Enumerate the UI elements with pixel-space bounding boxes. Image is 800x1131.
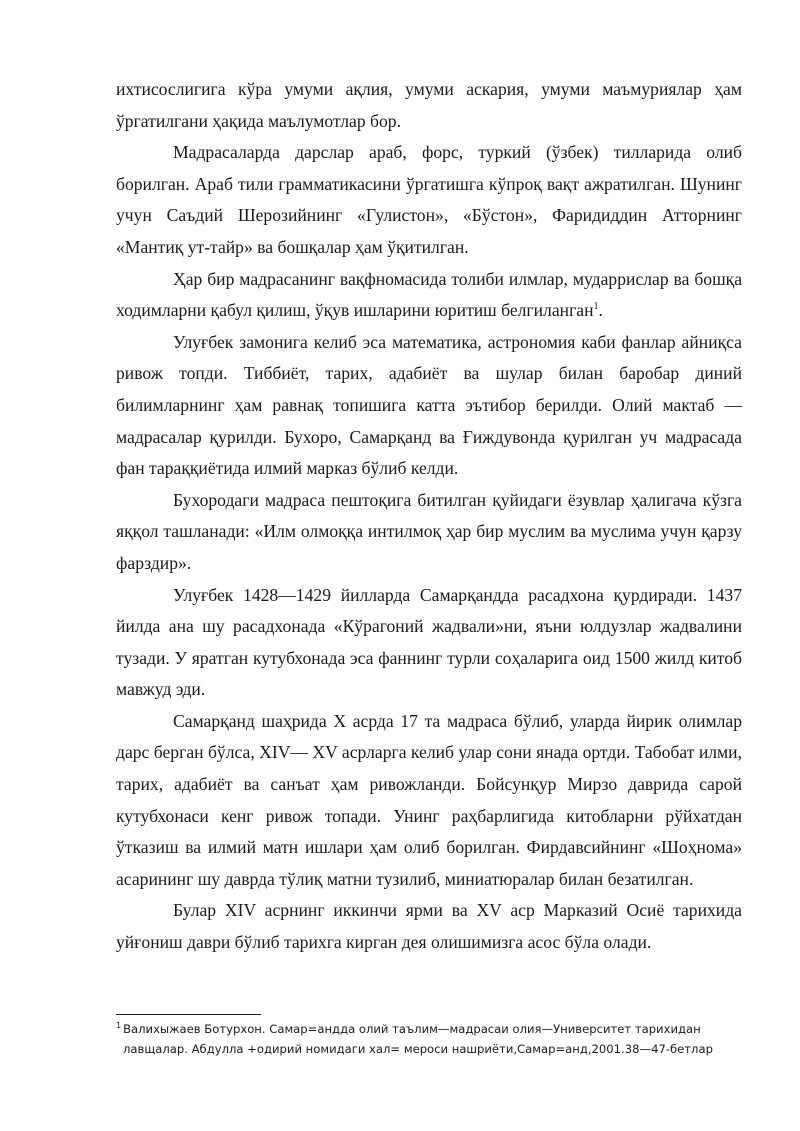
footnote-marker: 1 (116, 1021, 122, 1031)
paragraph-8: Булар XIV асрнинг иккинчи ярми ва XV аср Марказий Осиё тарихида уйғониш даври бўлиб тарихга кирган дея олишимизга асос бўла олади. (116, 900, 742, 953)
paragraph-1: ихтисослигига кўра умуми ақлия, умуми аскария, умуми маъмуриялар ҳам ўргатилгани ҳақида маълумотлар бор. (116, 79, 742, 131)
footnote-entry (116, 1019, 744, 1059)
footnote-reference[interactable]: 1 (593, 301, 599, 313)
paragraph-7: Самарқанд шаҳрида X асрда 17 та мадраса бўлиб, уларда йирик олимлар дарс берган бўлса, XIV— XV асрларга келиб улар сони янада ортди. Табобат илми, тарих, адабиёт ва санъат ҳам ривожланди. Бойсунқур Мирзо даврида сарой кутубхонаси кенг ривож топади. Унинг раҳбарлигида китобларни рўйхатдан ўтказиш ва илмий матн ишлари ҳам олиб борилган. Фирдавсийнинг «Шоҳнома» асарининг шу даврда тўлиқ матни тузилиб, миниатюралар билан безатилган. (116, 710, 742, 889)
footnote-text: Валихыжаев Ботурхон. Самар=андда олий таълим—мадрасаи олия—Университет тарихидан лавщалар. Абдулла +одирий номидаги хал= мероси нашриёти,Самар=анд,2001.38—47-бетлар (123, 1022, 713, 1056)
paragraph-3 (116, 264, 742, 327)
paragraph-3-text: Ҳар бир мадрасанинг вақфномасида толиби илмлар, мударрислар ва бошқа ходимларни қабул қилиш, ўқув ишларини юритиш белгиланган (116, 268, 742, 321)
paragraph-6: Улуғбек 1428—1429 йилларда Самарқандда расадхона қурдиради. 1437 йилда ана шу расадхонада «Кўрагоний жадвали»ни, яъни юлдузлар жадвалини тузади. У яратган кутубхонада эса фаннинг турли соҳаларига оид 1500 жилд китоб мавжуд эди. (116, 584, 742, 700)
footnote-separator (116, 1014, 261, 1015)
paragraph-2: Мадрасаларда дарслар араб, форс, туркий (ўзбек) тилларида олиб борилган. Араб тили грамматикасини ўргатишга кўпроқ вақт ажратилган. Шунинг учун Саъдий Шерозийнинг «Гулистон», «Бўстон», Фаридиддин Атторнинг «Мантиқ ут-тайр» ва бошқалар ҳам ўқитилган. (116, 142, 742, 257)
paragraph-4: Улуғбек замонига келиб эса математика, астрономия каби фанлар айниқса ривож топди. Тиббиёт, тарих, адабиёт ва шулар билан баробар диний билимларнинг ҳам равнақ топишига катта эътибор берилди. Олий мактаб — мадрасалар қурилди. Бухоро, Самарқанд ва Ғиждувонда қурилган уч мадрасада фан тараққиётида илмий марказ бўлиб келди. (116, 331, 742, 479)
body-text (116, 74, 742, 959)
footnote (116, 1019, 744, 1059)
paragraph-3-end: . (598, 300, 603, 321)
paragraph-5: Бухородаги мадраса пештоқига битилган қуйидаги ёзувлар ҳалигача кўзга яққол ташланади: «Илм олмоққа интилмоқ ҳар бир муслим ва муслима учун қарзу фарздир». (116, 489, 742, 573)
